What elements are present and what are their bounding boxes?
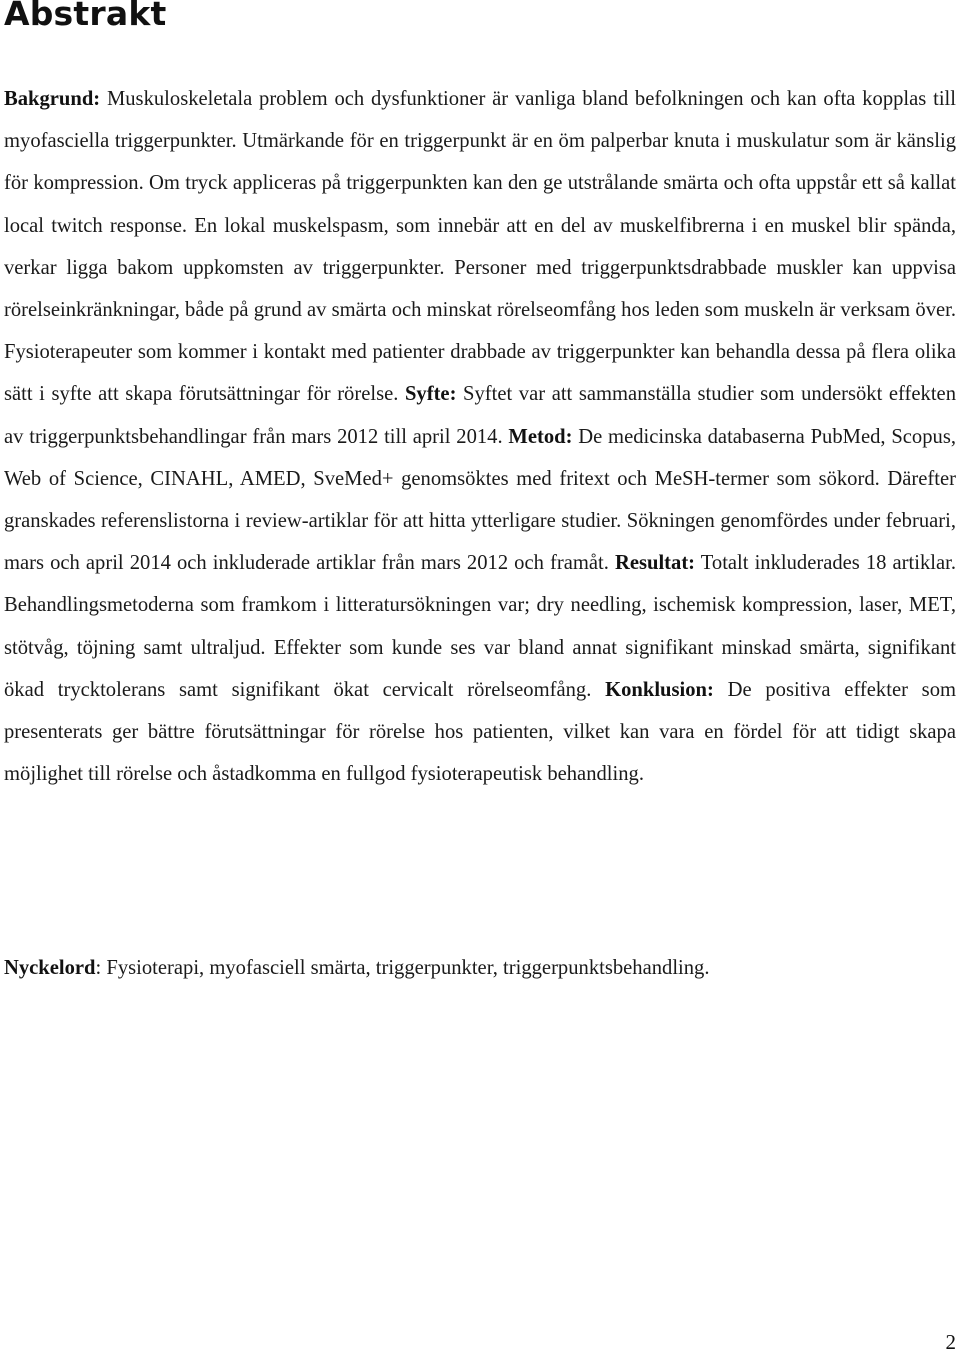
- method-text: De medicinska databaserna PubMed, Scopus, Web of Science, CINAHL, AMED, SveMed+ genomsöktes med fritext och MeSH-termer som sökord. Därefter granskades referenslistorna i review-artiklar för att hitta ytterligare studier. Sökningen genomfördes under februari, mars och april 2014 och inkluderade artiklar från mars 2012 och framåt.: [4, 425, 956, 575]
- keywords-text: Fysioterapi, myofasciell smärta, triggerpunkter, triggerpunktsbehandling.: [106, 957, 710, 979]
- keywords-separator: :: [95, 957, 107, 979]
- method-label: Metod:: [508, 425, 573, 448]
- keywords-label: Nyckelord: [4, 957, 96, 979]
- conclusion-text: De positiva effekter som presenterats ger bättre förutsättningar för rörelse hos patienten, vilket kan vara en fördel för att tidigt skapa möjlighet till rörelse och åstadkomma en fullgod fysioterapeutisk behandling.: [4, 678, 957, 786]
- aim-label: Syfte:: [404, 383, 457, 406]
- conclusion-label: Konklusion:: [605, 678, 714, 701]
- aim-text: Syftet var att sammanställa studier som undersökt effekten av triggerpunktsbehandlingar från mars 2012 till april 2014.: [4, 383, 956, 448]
- keywords-line: [4, 947, 956, 989]
- page-number: 2: [945, 1330, 956, 1354]
- results-text: Totalt inkluderades 18 artiklar. Behandlingsmetoderna som framkom i litteratursökningen var; dry needling, ischemisk kompression, laser, MET, stötvåg, töjning samt ultraljud. Effekter som kunde ses var bland annat signifikant minskad smärta, signifikant ökad trycktolerans samt signifikant ökat cervicalt rörelseomfång.: [4, 552, 956, 701]
- page-title: Abstrakt: [4, 0, 167, 33]
- results-label: Resultat:: [614, 552, 696, 575]
- background-text: Muskuloskeletala problem och dysfunktioner är vanliga bland befolkningen och kan ofta kopplas till myofasciella triggerpunkter. Utmärkande för en triggerpunkt är en öm palperbar knuta i muskulatur som är känslig för kompression. Om tryck appliceras på triggerpunkten kan den ge utstrålande smärta och ofta uppstår ett så kallat local twitch response. En lokal muskelspasm, som innebär att en del av muskelfibrerna i en muskel blir spända, verkar ligga bakom uppkomsten av triggerpunkter. Personer med triggerpunktsdrabbade muskler kan uppvisa rörelseinkränkningar, både på grund av smärta och minskat rörelseomfång hos leden som muskeln är verksam över. Fysioterapeuter som kommer i kontakt med patienter drabbade av triggerpunkter kan behandla dessa på flera olika sätt i syfte att skapa förutsättningar för rörelse.: [4, 88, 956, 406]
- background-label: Bakgrund:: [4, 88, 101, 110]
- abstract-paragraph: [4, 78, 956, 795]
